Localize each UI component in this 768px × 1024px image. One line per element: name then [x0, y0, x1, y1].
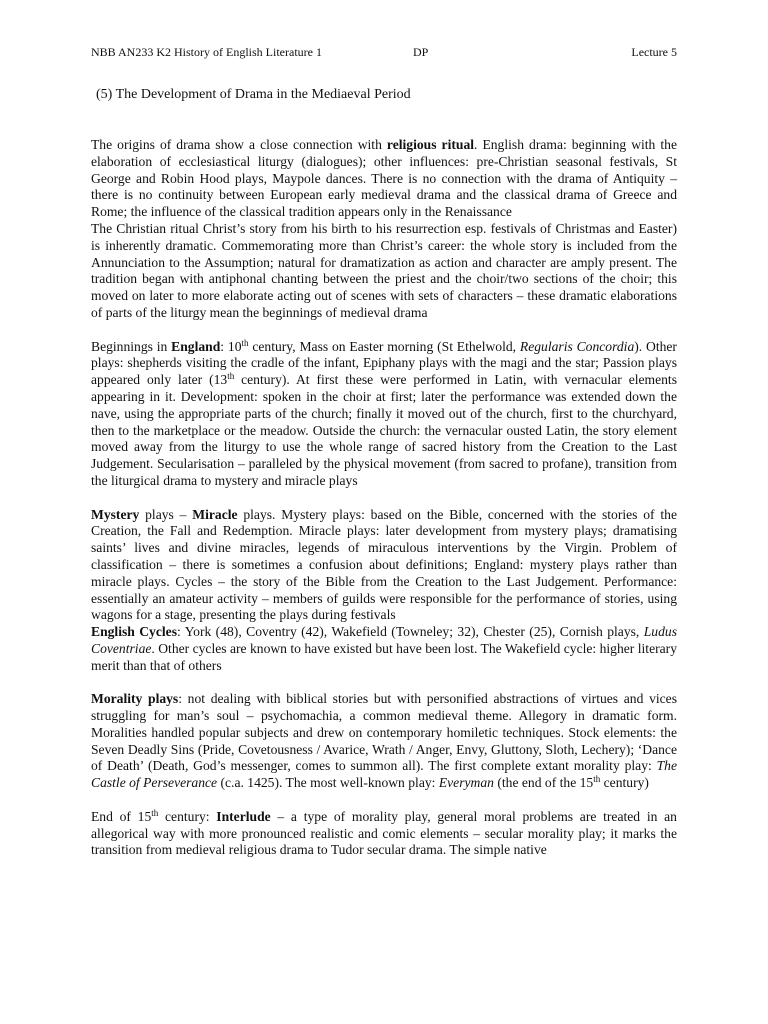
text-run: (c.a. 1425). The most well-known play: [217, 775, 439, 791]
text-run: The Christian ritual Christ’s story from his birth to his resurrection esp. festivals of Christmas and Easter) is inherently dramatic. Commemorating more than Christ’s career: the whole story is included from the Annunciation to the Assumption; natural for dramatization as action and character are amply present. The tradition began with antiphonal chanting between the priest and the choir/two sections of the choir; this moved on later to more elaborate acting out of scenes with sets of characters – these dramatic elaborations of parts of the liturgy mean the beginnings of medieval drama [91, 220, 677, 320]
course-code: NBB AN233 K2 History of English Literature 1 [91, 45, 322, 59]
text-run: . Other cycles are known to have existed but have been lost. The Wakefield cycle: higher literary merit than that of others [91, 640, 677, 673]
bold-term: Interlude [216, 808, 271, 824]
superscript: th [227, 371, 235, 382]
bold-term: religious ritual [386, 137, 475, 152]
bold-term: England [171, 338, 221, 354]
text-run: century) [600, 775, 649, 791]
italic-title: Regularis Concordia [519, 338, 635, 354]
author-initials: DP [413, 45, 429, 59]
text-run: plays – [139, 506, 193, 522]
text-run: The origins of drama show a close connection with [91, 137, 387, 152]
bold-term: Mystery [91, 506, 140, 522]
text-run: : not dealing with biblical stories but with personified abstractions of virtues and vices struggling for man’s soul – psychomachia, a common medieval theme. Allegory in dramatic form. Moralities handled popular subjects and drew on contemporary homiletic techniques. Stock elements: the Seven Deadly Sins (Pride, Covetousness / Avarice, Wrath / Anger, Envy, Gluttony, Sloth, Lechery); ‘Dance of Death’ (Death, God’s messenger, comes to summon all). The first complete extant morality play: [91, 691, 677, 774]
section-title: (5) The Development of Drama in the Mediaeval Period [96, 87, 411, 102]
text-run: plays. Mystery plays: based on the Bible, concerned with the stories of the Creation, the Fall and Redemption. Miracle plays: later development from mystery plays; dramatising saints’ lives and divine miracles, legends of miraculous interventions by the Virgin. Problem of classification – there is sometimes a confusion about definitions; England: mystery plays rather than miracle plays. Cycles – the story of the Bible from the Creation to the Last Judgement. Performance: essentially an amateur activity – members of guilds were responsible for the performance of stories, using wagons for a stage, presenting the plays during festivals [91, 506, 678, 623]
italic-title: The Castle of Perseverance [91, 758, 677, 791]
text-run: End of 15 [91, 808, 152, 824]
text-run: Beginnings in [91, 338, 172, 354]
bold-term: English Cycles [91, 624, 177, 640]
text-run: century, Mass on Easter morning (St Ethelwold, [248, 338, 520, 354]
paragraph-christian-ritual [91, 221, 677, 322]
paragraph-interlude [91, 809, 677, 859]
text-run: ). Other plays: shepherds visiting the cradle of the infant, Epiphany plays with the magi and the star; Passion plays appeared only later (13 [91, 338, 677, 388]
bold-term: Miracle [192, 506, 238, 522]
superscript: th [593, 774, 601, 785]
text-run: : 10 [220, 338, 242, 354]
superscript: th [151, 807, 159, 818]
bold-term: Morality plays [91, 691, 179, 707]
paragraph-mystery-miracle [91, 507, 677, 625]
paragraph-origins [91, 137, 677, 221]
text-run: century: [158, 808, 217, 824]
lecture-number: Lecture 5 [631, 45, 677, 59]
text-run: – a type of morality play, general moral problems are treated in an allegorical way with more pronounced realistic and comic elements – secular morality play; it marks the transition from medieval religious drama to Tudor secular drama. The simple native [91, 808, 677, 858]
superscript: th [241, 337, 249, 348]
text-run: : York (48), Coventry (42), Wakefield (Towneley; 32), Chester (25), Cornish plays, [177, 624, 644, 640]
page-header [91, 44, 677, 60]
document-body [91, 137, 677, 859]
paragraph-english-cycles [91, 624, 677, 674]
text-run: century). At first these were performed in Latin, with vernacular elements appearing in it. Development: spoken in the choir at first; later the performance was extended down the nave, using the appropriate parts of the church; finally it moved out of the church, first to the churchyard, then to the marketplace or the meadow. Outside the church: the vernacular ousted Latin, the story element moved away from the liturgy to use the whole range of sacred history from the Creation to the Last Judgement. Secularisation – paralleled by the physical movement (from sacred to profane), transition from the liturgical drama to mystery and miracle plays [91, 372, 678, 488]
paragraph-morality-plays [91, 691, 677, 792]
text-run: . English drama: beginning with the elaboration of ecclesiastical liturgy (dialogues); other influences: pre-Christian seasonal festivals, St George and Robin Hood plays, Maypole dances. There is no connection with the drama of Antiquity – there is no continuity between European early medieval drama and the classical drama of Greece and Rome; the influence of the classical tradition appears only in the Renaissance [91, 137, 677, 220]
italic-title: Ludus Coventriae [91, 624, 677, 656]
text-run: (the end of the 15 [493, 775, 594, 791]
italic-title: Everyman [438, 775, 494, 791]
paragraph-england-beginnings [91, 339, 677, 490]
